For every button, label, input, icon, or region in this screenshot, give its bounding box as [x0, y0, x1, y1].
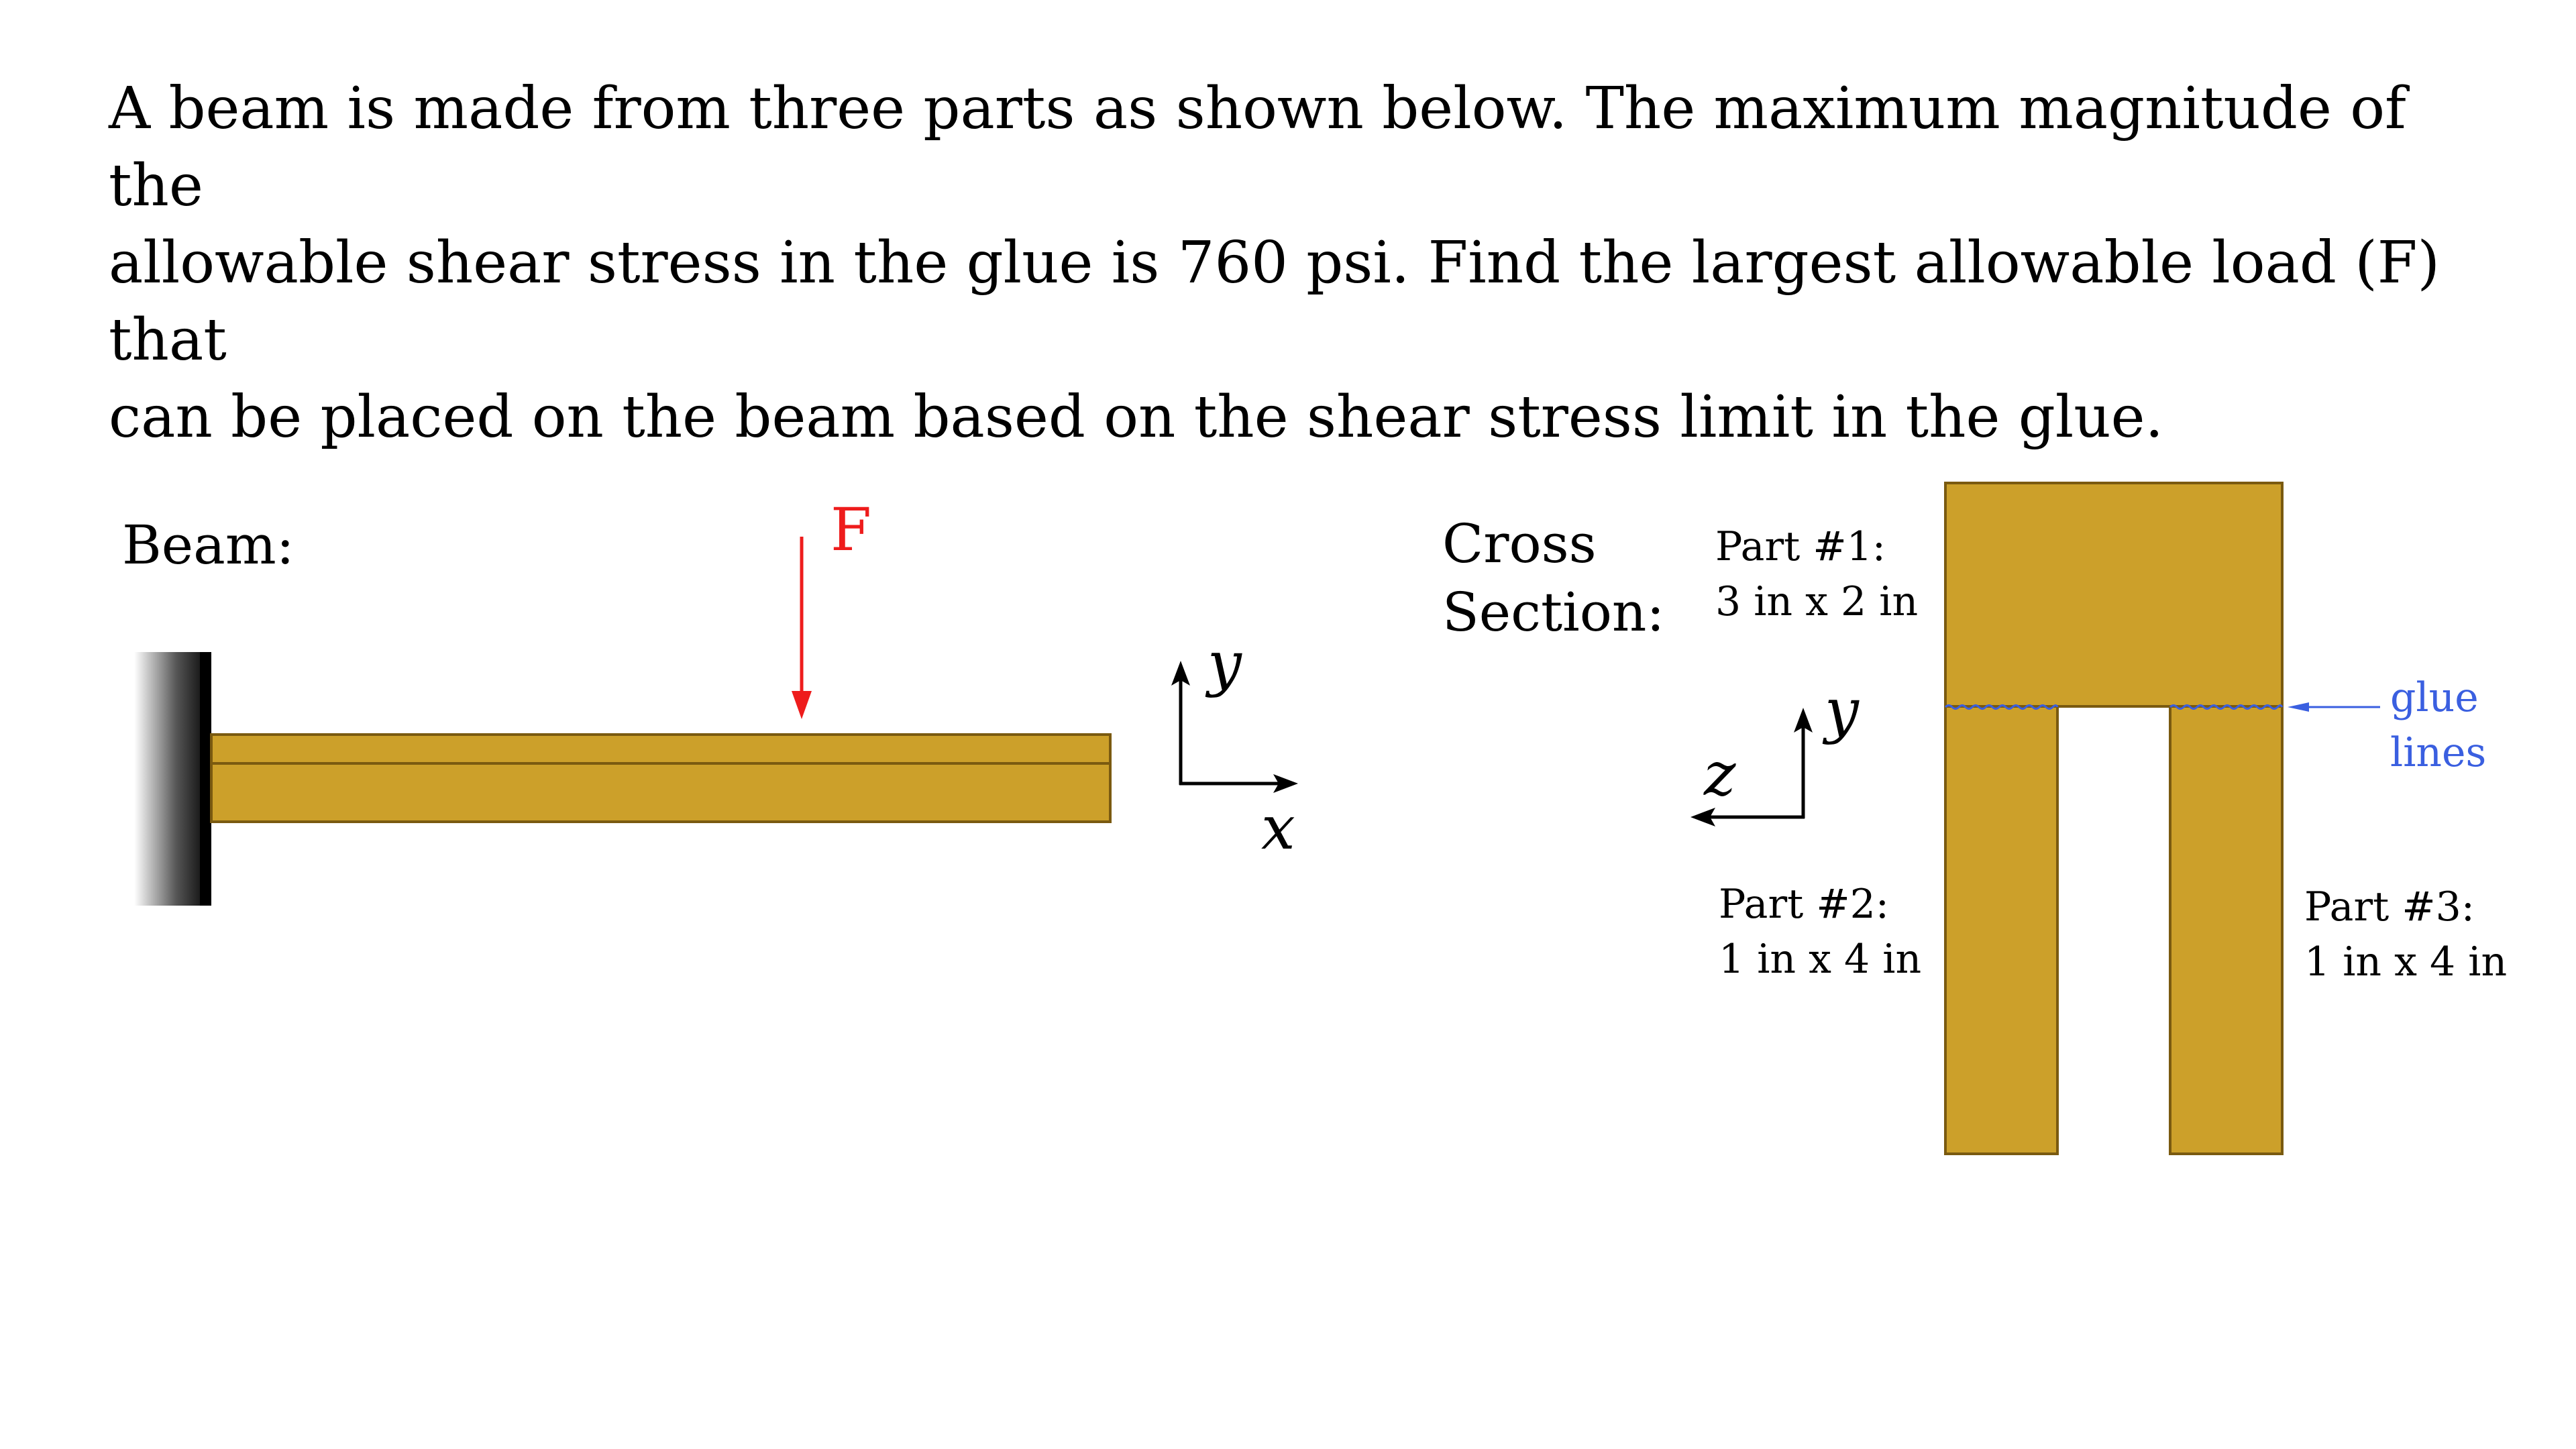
cross-section-label-line-2: Section: [1442, 581, 1665, 643]
fixed-wall-support [134, 652, 211, 906]
glue-label-line-1: glue [2390, 674, 2479, 721]
problem-line-1: A beam is made from three parts as shown below. The maximum magnitude of the [109, 75, 2406, 219]
cross-section-axes [1690, 676, 1860, 826]
part2-left-leg [1945, 706, 2057, 1154]
part3-dims: 1 in x 4 in [2304, 938, 2508, 985]
beam-axis-y-label: y [1208, 629, 1242, 699]
glue-label-line-2: lines [2390, 729, 2487, 776]
cross-section-axis-z-label: z [1704, 739, 1736, 810]
beam-axes [1171, 629, 1298, 863]
part1-dims: 3 in x 2 in [1715, 578, 1919, 625]
cross-section-label-line-1: Cross [1442, 513, 1597, 575]
fixed-wall-face [200, 652, 211, 906]
force-label: F [830, 495, 872, 564]
part3-title: Part #3: [2304, 883, 2475, 930]
beam-body [211, 735, 1110, 822]
part2-dims: 1 in x 4 in [1719, 936, 1922, 983]
beam-axis-x-label: x [1261, 793, 1295, 863]
force-arrow-head [792, 691, 812, 719]
glue-pointer-head [2288, 702, 2309, 712]
part2-title: Part #2: [1719, 881, 1889, 928]
problem-line-3: can be placed on the beam based on the shear stress limit in the glue. [109, 384, 2163, 451]
part1-flange [1945, 483, 2282, 706]
cross-section-axis-y-label: y [1825, 676, 1859, 746]
part3-right-leg [2170, 706, 2282, 1154]
part1-title: Part #1: [1715, 523, 1886, 570]
beam-label: Beam: [122, 514, 294, 576]
problem-line-2: allowable shear stress in the glue is 760 psi. Find the largest allowable load (F) that [109, 229, 2440, 374]
